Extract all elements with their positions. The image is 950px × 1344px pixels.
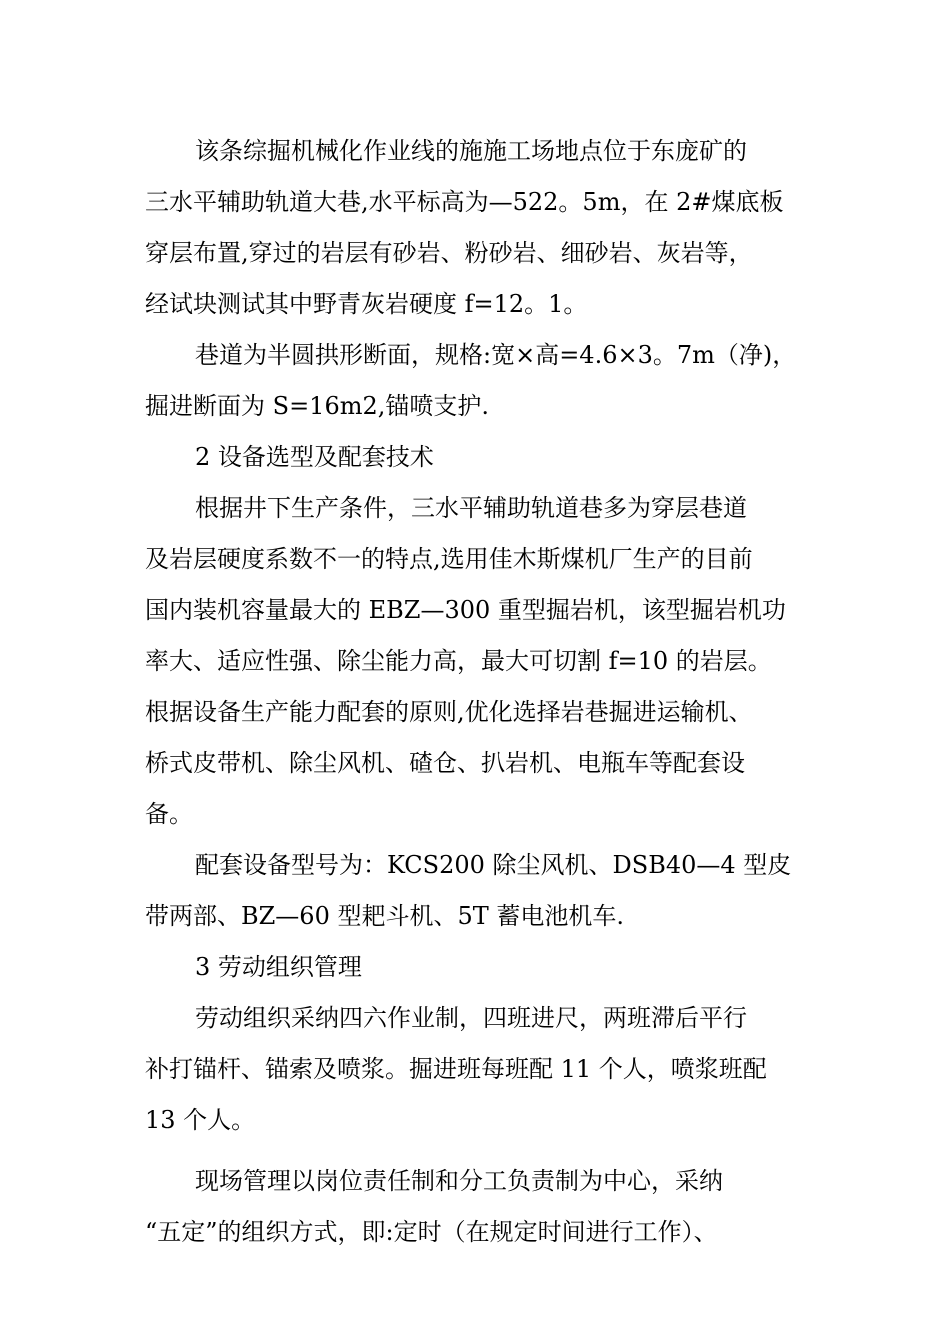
text-line: 13 个人。 xyxy=(145,1106,256,1134)
paragraph-equipment-selection xyxy=(145,483,805,840)
heading-text: 3 劳动组织管理 xyxy=(195,953,362,981)
text-line: 桥式皮带机、除尘风机、碴仓、扒岩机、电瓶车等配套设 xyxy=(145,749,745,777)
text-line: 率大、适应性强、除尘能力高，最大可切割 f=10 的岩层。 xyxy=(145,647,772,675)
text-line: 国内装机容量最大的 EBZ—300 重型掘岩机，该型掘岩机功 xyxy=(145,596,786,624)
text-line: 掘进断面为 S=16m2,锚喷支护. xyxy=(145,392,490,420)
paragraph-gap xyxy=(145,1146,805,1156)
text-line: 补打锚杆、锚索及喷浆。掘进班每班配 11 个人，喷浆班配 xyxy=(145,1055,767,1083)
text-line: 备。 xyxy=(145,800,193,828)
text-line: 带两部、BZ—60 型耙斗机、5T 蓄电池机车. xyxy=(145,902,625,930)
heading-text: 2 设备选型及配套技术 xyxy=(195,443,434,471)
text-line: 根据井下生产条件，三水平辅助轨道巷多为穿层巷道 xyxy=(195,494,747,522)
text-line: 现场管理以岗位责任制和分工负责制为中心，采纳 xyxy=(195,1167,723,1195)
document-body xyxy=(145,126,805,1258)
paragraph-site-location xyxy=(145,126,805,330)
text-line: 经试块测试其中野青灰岩硬度 f=12。1。 xyxy=(145,290,588,318)
text-line: “五定”的组织方式，即:定时（在规定时间进行工作）、 xyxy=(145,1218,718,1246)
text-line: 该条综掘机械化作业线的施施工场地点位于东庞矿的 xyxy=(195,137,747,165)
paragraph-equipment-models xyxy=(145,840,805,942)
paragraph-site-management xyxy=(145,1156,805,1258)
section-heading-labor xyxy=(145,942,805,993)
text-line: 根据设备生产能力配套的原则,优化选择岩巷掘进运输机、 xyxy=(145,698,753,726)
text-line: 巷道为半圆拱形断面，规格:宽×高=4.6×3。7m（净)， xyxy=(195,341,797,369)
text-line: 劳动组织采纳四六作业制，四班进尺，两班滞后平行 xyxy=(195,1004,747,1032)
text-line: 三水平辅助轨道大巷,水平标高为—522。5m，在 2#煤底板 xyxy=(145,188,784,216)
paragraph-labor-organization xyxy=(145,993,805,1146)
paragraph-tunnel-section xyxy=(145,330,805,432)
section-heading-equipment xyxy=(145,432,805,483)
text-line: 及岩层硬度系数不一的特点,选用佳木斯煤机厂生产的目前 xyxy=(145,545,753,573)
text-line: 配套设备型号为：KCS200 除尘风机、DSB40—4 型皮 xyxy=(195,851,792,879)
text-line: 穿层布置,穿过的岩层有砂岩、粉砂岩、细砂岩、灰岩等， xyxy=(145,239,753,267)
